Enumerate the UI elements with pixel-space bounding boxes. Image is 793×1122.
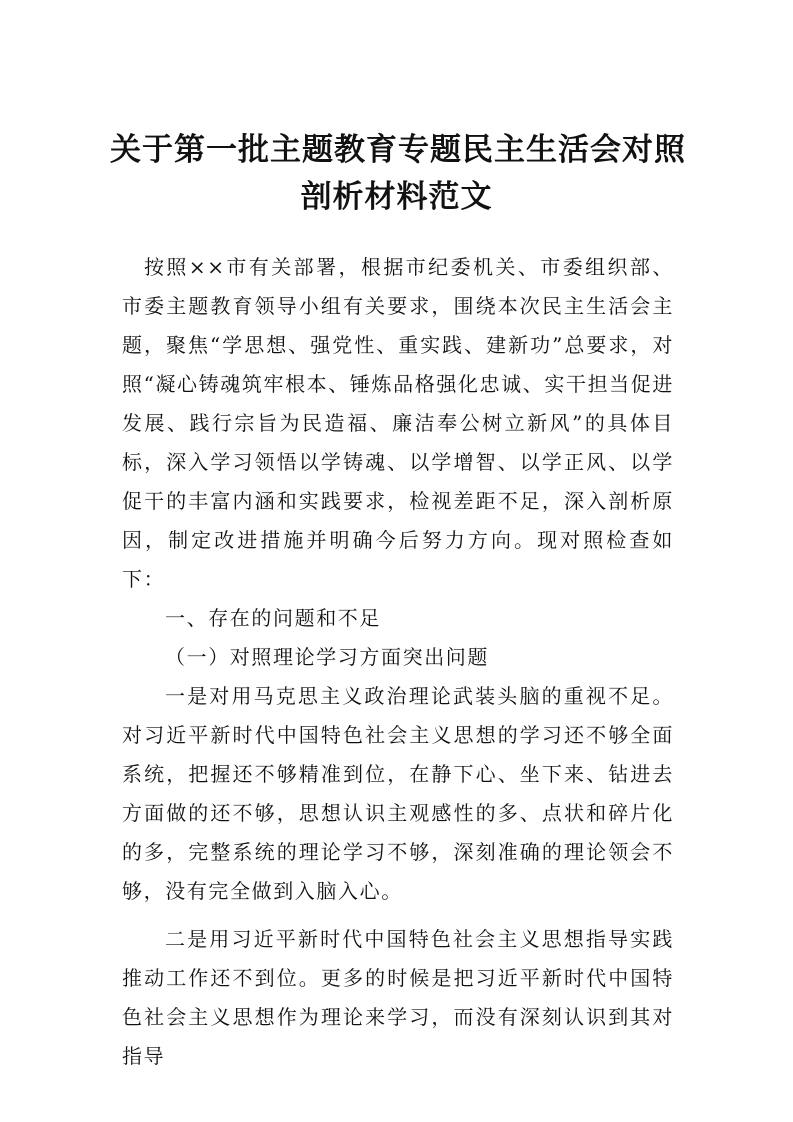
subsection-heading: （一）对照理论学习方面突出问题 bbox=[165, 645, 489, 669]
document-body bbox=[122, 248, 674, 1076]
intro-paragraph: 按照××市有关部署，根据市纪委机关、市委组织部、市委主题教育领导小组有关要求，围绕本次民主生活会主题，聚焦“学思想、强党性、重实践、建新功”总要求，对照“凝心铸魂筑牢根本、锤炼品格强化忠诚、实干担当促进发展、践行宗旨为民造福、廉洁奉公树立新风”的具体目标，深入学习领悟以学铸魂、以学增智、以学正风、以学促干的丰富内涵和实践要求，检视差距不足，深入剖析原因，制定改进措施并明确今后努力方向。现对照检查如下： bbox=[122, 255, 674, 591]
section-heading: 一、存在的问题和不足 bbox=[165, 606, 381, 630]
document-title-line-1: 关于第一批主题教育专题民主生活会对照 bbox=[110, 132, 686, 168]
body-paragraph-1: 一是对用马克思主义政治理论武装头脑的重视不足。对习近平新时代中国特色社会主义思想的学习还不够全面系统，把握还不够精准到位，在静下心、坐下来、钻进去方面做的还不够，思想认识主观感性的多、点状和碎片化的多，完整系统的理论学习不够，深刻准确的理论领会不够，没有完全做到入脑入心。 bbox=[122, 684, 674, 903]
body-paragraph-2: 二是用习近平新时代中国特色社会主义思想指导实践推动工作还不到位。更多的时候是把习近平新时代中国特色社会主义思想作为理论来学习，而没有深刻认识到其对指导 bbox=[122, 927, 674, 1068]
document-title-line-2: 剖析材料范文 bbox=[300, 179, 493, 215]
